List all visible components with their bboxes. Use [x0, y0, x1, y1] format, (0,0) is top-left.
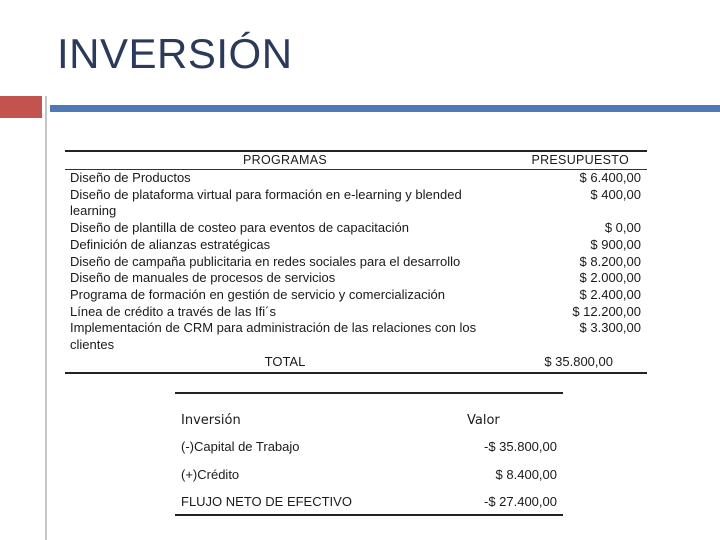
table-row: [65, 254, 647, 271]
program-name: Diseño de Productos: [70, 170, 191, 185]
program-value: $ 8.200,00: [579, 253, 641, 269]
programs-table-header: [65, 152, 647, 170]
table-row: [65, 287, 647, 304]
total-label: TOTAL: [264, 354, 306, 370]
program-value: $ 12.200,00: [572, 303, 641, 319]
program-value: $ 6.400,00: [579, 170, 641, 185]
program-name: Definición de alianzas estratégicas: [70, 236, 271, 252]
program-name: Diseño de manuales de procesos de servicios: [70, 270, 336, 286]
program-name: Línea de crédito a través de las Ifi´s: [70, 303, 276, 319]
table-row: [65, 320, 647, 353]
slide-title: INVERSIÓN: [57, 30, 293, 77]
table-row: [65, 237, 647, 254]
header-investment: Inversión: [181, 413, 241, 428]
total-value: $ 35.800,00: [544, 354, 613, 370]
table-row: [65, 304, 647, 321]
program-name: Implementación de CRM para administración de las relaciones con los clientes: [70, 320, 477, 353]
investment-value: -$ 27.400,00: [483, 493, 557, 509]
program-value: $ 2.000,00: [579, 270, 641, 286]
header-budget: PRESUPUESTO: [531, 153, 629, 168]
investment-label: (-)Capital de Trabajo: [181, 438, 300, 454]
table-row: [175, 488, 563, 514]
title-accent-red-block: [0, 96, 42, 118]
title-accent-blue-bar: [50, 105, 720, 112]
header-programs: PROGRAMAS: [243, 153, 327, 168]
program-value: $ 900,00: [590, 236, 641, 252]
table-row: [175, 460, 563, 488]
investment-value: -$ 35.800,00: [483, 438, 557, 454]
investment-label: (+)Crédito: [181, 466, 240, 482]
program-value: $ 400,00: [590, 186, 641, 202]
program-value: $ 0,00: [604, 220, 641, 236]
table-row: [65, 270, 647, 287]
investment-table: [175, 392, 563, 516]
table-row: [65, 187, 647, 220]
program-value: $ 2.400,00: [579, 286, 641, 302]
program-name: Diseño de plataforma virtual para formación en e-learning y blended learning: [70, 186, 462, 219]
investment-table-header: [175, 394, 563, 428]
table-row: [65, 220, 647, 237]
investment-value: $ 8.400,00: [495, 466, 557, 482]
left-rule: [45, 96, 47, 540]
program-name: Diseño de campaña publicitaria en redes sociales para el desarrollo: [70, 253, 461, 269]
program-name: Diseño de plantilla de costeo para eventos de capacitación: [70, 220, 409, 236]
program-name: Programa de formación en gestión de servicio y comercialización: [70, 286, 446, 302]
program-value: $ 3.300,00: [579, 320, 641, 336]
programs-table: [65, 150, 647, 374]
table-row: [65, 170, 647, 187]
total-row: [65, 354, 647, 372]
investment-label: FLUJO NETO DE EFECTIVO: [181, 493, 352, 509]
table-row: [175, 432, 563, 460]
header-value: Valor: [467, 413, 500, 428]
